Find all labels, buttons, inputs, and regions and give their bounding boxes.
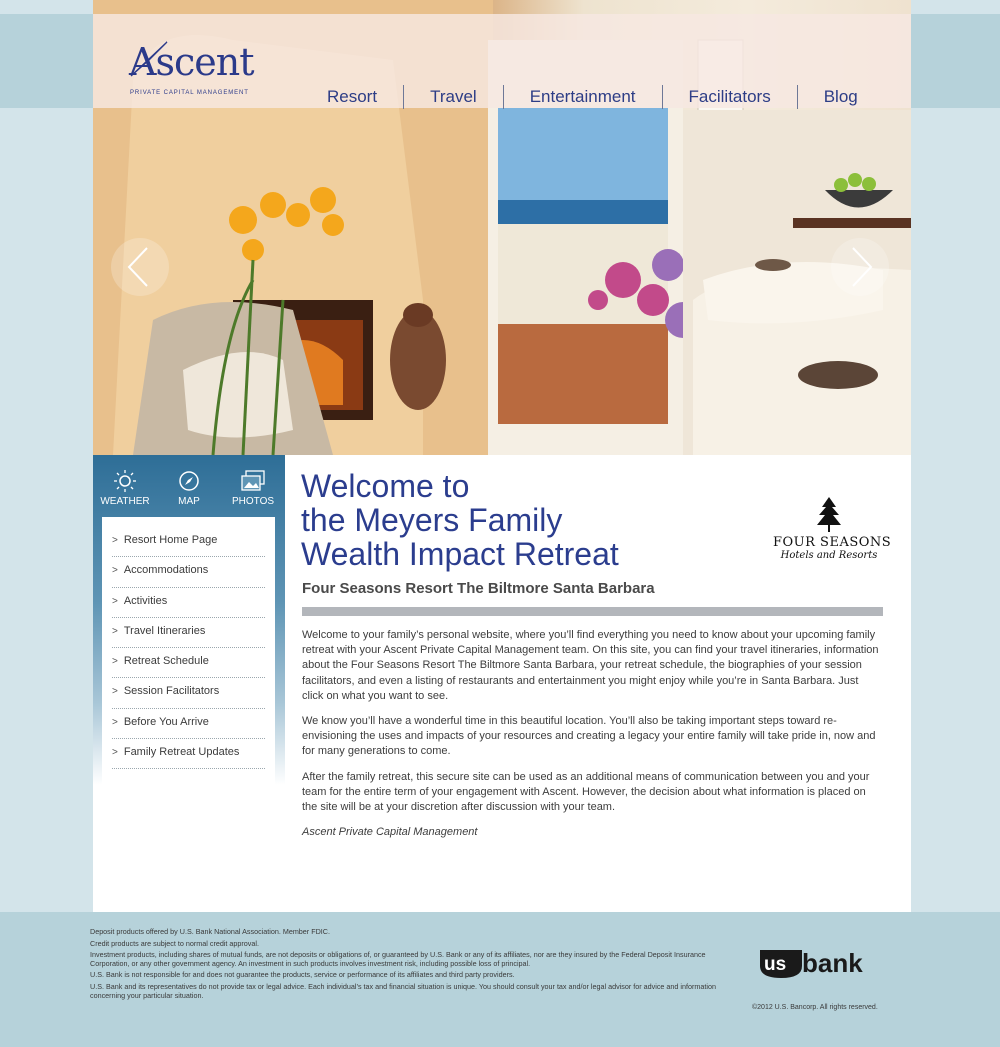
sidebar-item-label: Resort Home Page: [123, 534, 218, 546]
map-label: MAP: [178, 496, 200, 507]
nav-travel[interactable]: Travel: [403, 85, 503, 109]
chevron-left-icon: [111, 238, 169, 296]
usbank-wordmark: bank: [802, 948, 863, 978]
disclaimer-line: U.S. Bank and its representatives do not provide tax or legal advice. Each individual’s tax and financial situation is unique. You should consult your tax and/or legal advisor for advice and information concerning your particular situation.: [90, 981, 716, 1000]
page-title: [301, 469, 741, 571]
compass-icon: [176, 469, 202, 493]
chevron-right-icon: >: [112, 625, 118, 637]
copyright: ©2012 U.S. Bancorp. All rights reserved.: [752, 1004, 878, 1011]
paragraph: After the family retreat, this secure site can be used as an additional means of communication between you and your team for the entire term of your engagement with Ascent. However, the decision about what information is placed on the site will be at your discretion after discussion with your team.: [302, 770, 870, 814]
logo-wordmark: Ascent: [129, 40, 254, 84]
svg-text:us: us: [764, 954, 787, 975]
four-seasons-name: FOUR SEASONS: [773, 535, 892, 550]
logo-arrow-icon: [129, 40, 169, 80]
paragraph: Welcome to your family’s personal website, where you’ll find everything you need to know about your upcoming family retreat with your Ascent Private Capital Management team. On this site, you can find your travel itineraries, information about the Four Seasons Resort The Biltmore Santa Barbara, your retreat schedule, the biographies of your session facilitators, and even a listing of restaurants and entertainment you might enjoy while you’re in Santa Barbara. Just click on what you want to see.: [302, 629, 879, 702]
welcome-body: [302, 628, 882, 850]
nav-blog[interactable]: Blog: [797, 85, 884, 109]
divider: [302, 607, 883, 616]
sidebar-item-activities[interactable]: [112, 588, 265, 618]
footer: [0, 912, 1000, 1047]
sidebar-item-travel-itineraries[interactable]: [112, 618, 265, 648]
sidebar-item-session-facilitators[interactable]: [112, 678, 265, 708]
sidebar-item-retreat-schedule[interactable]: [112, 648, 265, 678]
title-line: Wealth Impact Retreat: [301, 536, 619, 572]
map-button[interactable]: [157, 469, 221, 513]
ascent-logo[interactable]: [129, 40, 269, 100]
nav-resort[interactable]: Resort: [327, 87, 378, 106]
disclaimer-line: U.S. Bank is not responsible for and does not guarantee the products, service or performance of its affiliates and third party providers.: [90, 970, 515, 980]
title-line: the Meyers Family: [301, 502, 563, 538]
sidebar-item-accommodations[interactable]: [112, 557, 265, 587]
page-container: [93, 0, 911, 912]
chevron-right-icon: >: [112, 716, 118, 728]
signature: Ascent Private Capital Management: [302, 826, 478, 839]
sidebar-item-resort-home-page[interactable]: [112, 527, 265, 557]
sidebar-item-label: Session Facilitators: [123, 685, 220, 698]
chevron-right-icon: [831, 238, 889, 296]
slide-prev-button[interactable]: [111, 238, 169, 296]
sidebar-menu: [102, 517, 275, 785]
usbank-logo[interactable]: [758, 946, 882, 980]
sidebar-item-label: Family Retreat Updates: [123, 746, 240, 759]
main-nav: [307, 84, 884, 110]
chevron-right-icon: >: [112, 656, 118, 668]
quick-tools: [93, 469, 285, 513]
sidebar-item-family-retreat-updates[interactable]: [112, 739, 265, 769]
photos-icon: [239, 469, 267, 493]
legal-disclaimer: [90, 928, 718, 1003]
chevron-right-icon: >: [112, 686, 118, 698]
four-seasons-logo: [773, 495, 892, 575]
disclaimer-line: Deposit products offered by U.S. Bank National Association. Member FDIC.: [90, 927, 330, 936]
resort-subtitle: Four Seasons Resort The Biltmore Santa Barbara: [302, 580, 655, 597]
weather-button[interactable]: [93, 469, 157, 513]
chevron-right-icon: >: [112, 565, 118, 577]
photos-label: PHOTOS: [231, 496, 275, 507]
disclaimer-line: Credit products are subject to normal credit approval.: [90, 938, 259, 948]
paragraph: We know you’ll have a wonderful time in this beautiful location. You’ll also be taking important steps toward re-envisioning the uses and impacts of your resources and creating a legacy your entire family will take pride in, now and for many generations to come.: [302, 715, 876, 758]
tree-icon: [814, 495, 844, 533]
sidebar-item-label: Travel Itineraries: [123, 624, 206, 637]
sidebar-item-label: Activities: [123, 594, 168, 607]
nav-facilitators[interactable]: Facilitators: [662, 85, 797, 109]
weather-label: WEATHER: [100, 496, 150, 507]
sun-icon: [112, 469, 138, 493]
photos-button[interactable]: [221, 469, 285, 513]
logo-tagline: PRIVATE CAPITAL MANAGEMENT: [130, 90, 249, 96]
chevron-right-icon: >: [112, 595, 118, 607]
sidebar-item-label: Accommodations: [123, 564, 209, 577]
sidebar-item-label: Retreat Schedule: [123, 655, 209, 668]
chevron-right-icon: >: [112, 535, 118, 546]
sidebar-item-label: Before You Arrive: [123, 715, 209, 728]
slide-next-button[interactable]: [831, 238, 889, 296]
hero-slideshow: [93, 0, 911, 455]
sidebar-item-before-you-arrive[interactable]: [112, 709, 265, 739]
sidebar: [93, 455, 285, 785]
four-seasons-tagline: Hotels and Resorts: [780, 550, 878, 561]
header-bar: [93, 14, 911, 108]
chevron-right-icon: >: [112, 747, 118, 759]
nav-entertainment[interactable]: Entertainment: [503, 85, 662, 109]
disclaimer-line: Investment products, including shares of mutual funds, are not deposits or obligations of, or guaranteed by U.S. Bank or any of its affiliates, nor are they insured by the Federal Deposit Insurance Corporation, or any other government agency. An investment in such products involves investment risk, including possible loss of principal.: [90, 950, 706, 968]
title-line: Welcome to: [301, 468, 470, 504]
